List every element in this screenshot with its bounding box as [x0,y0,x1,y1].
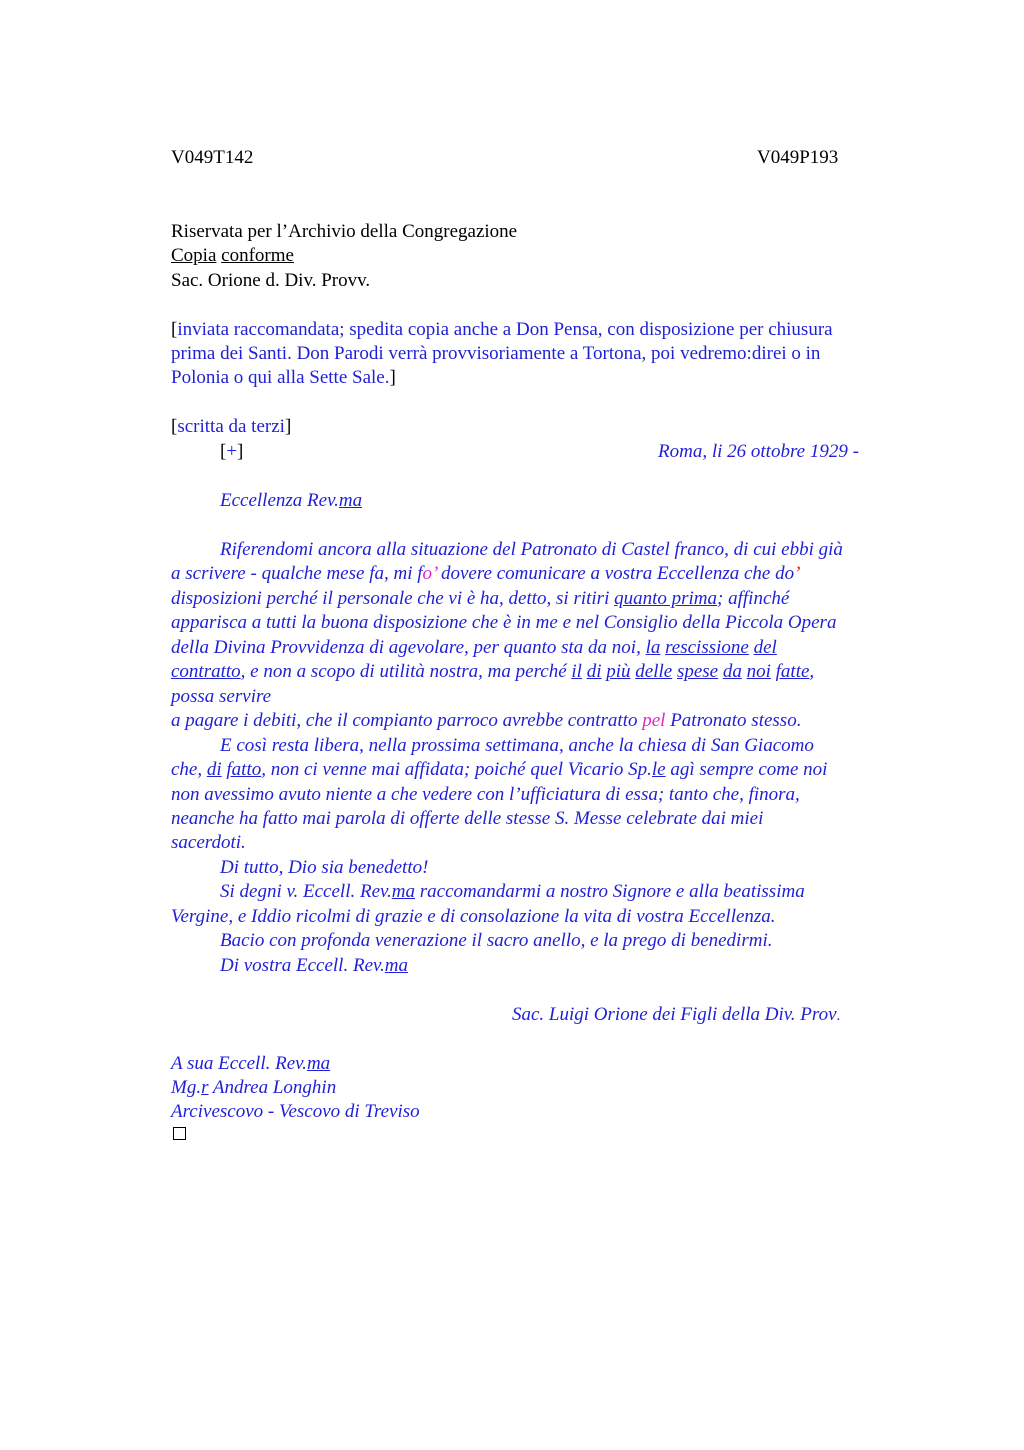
text-run: Patronato stesso. [665,710,802,731]
note-line-2: prima dei Santi. Don Parodi verrà provvisoriamente a Tortona, poi vedremo:direi o in [171,343,821,364]
underlined-text: fatto [226,759,262,780]
body-line [171,709,801,733]
note-text-1: inviata raccomandata; spedita copia anche a Don Pensa, con disposizione per chiusura [177,319,833,340]
underlined-text: ma [384,955,409,976]
underlined-text: di [206,759,222,780]
body-line: Riferendomi ancora alla situazione del Patronato di Castel franco, di cui ebbi già [220,539,843,560]
body-line [171,562,800,586]
underlined-text: noi [746,661,771,682]
text-run: Mg. [171,1077,202,1098]
text-run: a scrivere - qualche mese fa, mi f [171,563,423,584]
body-line: non avessimo avuto niente a che vedere con l’ufficiatura di essa; tanto che, finora, [171,784,800,805]
scribe-note: [scritta da terzi] [171,416,292,437]
archive-signature: Sac. Orione d. Div. Provv. [171,270,371,291]
underlined-text: quanto prima [614,588,718,609]
cross-mark: [+] [220,441,244,462]
signature [512,1003,840,1028]
body-line [171,587,789,611]
signature-dot: . [836,1008,841,1024]
cross-symbol: + [226,441,238,462]
text-run: , [809,661,815,682]
text-run: raccomandarmi a nostro Signore e alla beatissima [415,881,805,902]
note-text-3: Polonia o qui alla Sette Sale. [171,367,390,388]
text-run: dovere comunicare a vostra Eccellenza che do [436,563,795,584]
text-run: , non ci venne mai affidata; poiché quel Vicario Sp. [261,759,652,780]
correction-text: pel [642,710,666,731]
underlined-text: del [753,637,777,658]
body-line [171,758,827,782]
scribe-note-text: scritta da terzi [177,416,285,437]
signature-text: Sac. Luigi Orione dei Figli della Div. Prov [512,1004,837,1025]
text-run: ; affinché [717,588,790,609]
underlined-text: contratto [171,661,241,682]
underlined-text: ma [306,1053,331,1074]
underlined-text: di [586,661,602,682]
body-line [171,636,777,660]
note-line-3: Polonia o qui alla Sette Sale.] [171,367,396,388]
conforme-word: conforme [221,245,294,266]
body-line: Bacio con profonda venerazione il sacro anello, e la prego di benedirmi. [220,930,773,951]
body-line: Vergine, e Iddio ricolmi di grazie e di consolazione la vita di vostra Eccellenza. [171,906,776,927]
text-run: della Divina Provvidenza di agevolare, per quanto sta da noi, [171,637,646,658]
body-line: possa servire [171,686,272,707]
copia-word: Copia [171,245,217,266]
correction-mark: ’ [794,563,801,584]
text-run: a pagare i debiti, che il compianto parroco avrebbe contratto [171,710,643,731]
text-run: Andrea Longhin [208,1077,337,1098]
archive-heading: Riservata per l’Archivio della Congregazione [171,221,518,242]
date-line: Roma, li 26 ottobre 1929 - [658,441,859,462]
underlined-text: rescissione [665,637,749,658]
underlined-text: la [645,637,661,658]
underlined-text: spese [676,661,719,682]
body-line [171,660,814,684]
correction-text: o’ [422,563,437,584]
checkbox-square-icon [173,1127,186,1140]
left-code: V049T142 [171,147,254,168]
address-line [171,1076,336,1100]
note-line-1: [inviata raccomandata; spedita copia anche a Don Pensa, con disposizione per chiusura [171,319,833,340]
text-run: disposizioni perché il personale che vi è ha, detto, si ritiri [171,588,615,609]
text-run: , e non a scopo di utilità nostra, ma perché [240,661,572,682]
underlined-text: il [571,661,582,682]
underlined-text: fatte [775,661,810,682]
text-run: A sua Eccell. Rev. [171,1053,307,1074]
address-line [171,1052,330,1076]
underlined-text: ma [391,881,416,902]
underlined-text: più [606,661,631,682]
text-run: agì sempre come noi [665,759,828,780]
address-line: Arcivescovo - Vescovo di Treviso [171,1101,420,1122]
body-line: sacerdoti. [171,832,246,853]
body-line [220,954,408,978]
text-run: Si degni v. Eccell. Rev. [220,881,392,902]
body-line: neanche ha fatto mai parola di offerte delle stesse S. Messe celebrate dai miei [171,808,764,829]
salutation-abbrev: ma [338,490,363,511]
underlined-text: da [722,661,742,682]
salutation [220,489,362,513]
underlined-text: delle [635,661,673,682]
underlined-text: le [651,759,666,780]
body-line: apparisca a tutti la buona disposizione che è in me e nel Consiglio della Piccola Opera [171,612,837,633]
underlined-text: r [201,1077,209,1098]
text-run: Di vostra Eccell. Rev. [220,955,385,976]
text-run: che, [171,759,207,780]
body-line [220,880,805,904]
copy-line [171,244,294,268]
body-line: Di tutto, Dio sia benedetto! [220,857,429,878]
body-line: E così resta libera, nella prossima settimana, anche la chiesa di San Giacomo [220,735,814,756]
right-code: V049P193 [757,147,839,168]
salutation-text: Eccellenza Rev. [220,490,339,511]
